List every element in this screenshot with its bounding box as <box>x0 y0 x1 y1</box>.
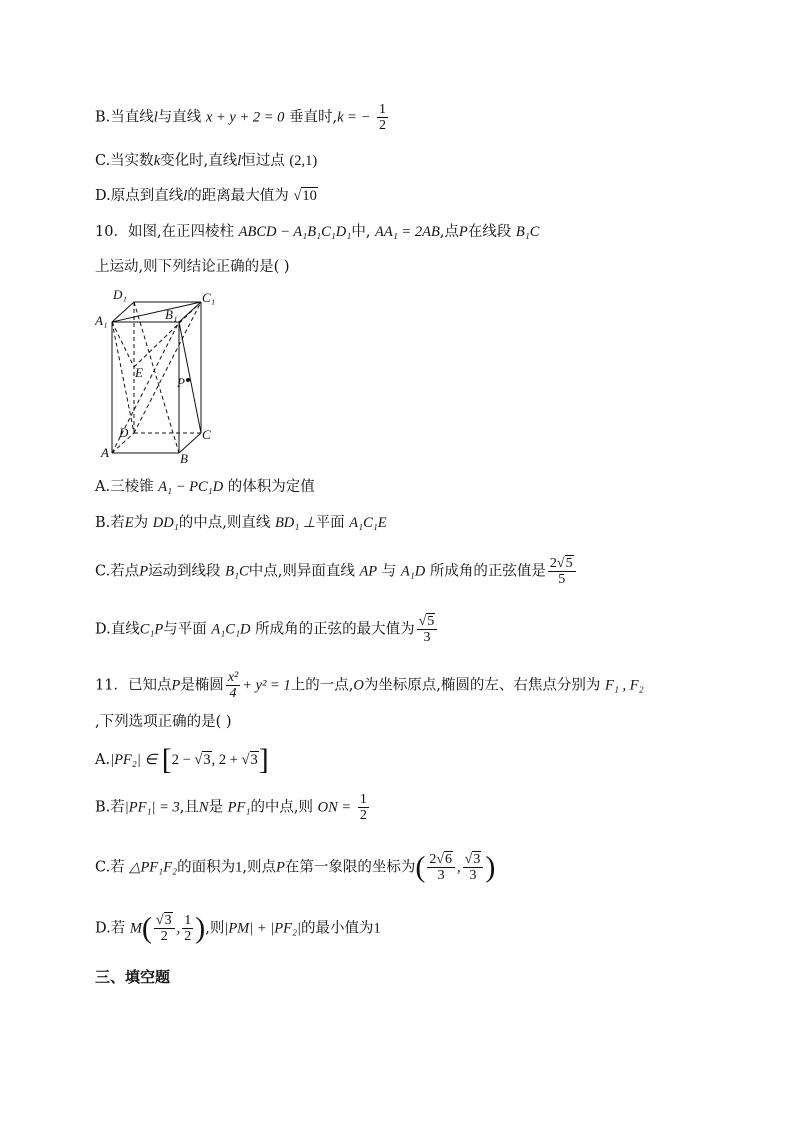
fraction: $\frac{1}{2}$ <box>184 913 192 944</box>
q10-option-d: D.直线C₁P与平面 A₁C₁D 所成角的正弦的最大值为 $\frac{√5}{3}$ <box>95 614 439 645</box>
segment-A1C1 <box>112 302 201 322</box>
fraction: $\frac{√5}{3}$ <box>417 614 438 645</box>
q11-option-c: C.若 △PF₁F₂的面积为1,则点P在第一象限的坐标为( $\frac{2√6}{3}$ , $\frac{√3}{3}$ ) <box>95 850 496 884</box>
q10-option-c: C.若点P运动到线段 B₁C中点,则异面直线 AP 与 A₁D 所成角的正弦值是 $\frac{2√5}{5}$ <box>95 556 578 587</box>
fraction: $\frac{√3}{3}$ <box>463 852 484 883</box>
segment-A1D <box>112 322 134 433</box>
fraction: $\frac{2√6}{3}$ <box>427 852 455 883</box>
q11-option-a: A.|PF₂| ∈ [2 − √3, 2 + √3] <box>95 743 269 776</box>
label-b1: B₁ <box>165 307 178 322</box>
point-p <box>186 378 190 382</box>
q11-stem-line2: ,下列选项正确的是( ) <box>95 714 232 730</box>
q10-option-b: B.若E为 DD₁的中点,则直线 BD₁ ⊥平面 A₁C₁E <box>95 515 387 531</box>
label-c: C <box>202 427 211 442</box>
q11-stem-line1: 11．已知点P是椭圆 $\frac{\text{x²}}{4}$ + y² = 1上的一点,O为坐标原点,椭圆的左、右焦点分别为 F₁ , F₂ <box>95 670 644 701</box>
prism-figure <box>95 285 225 465</box>
segment-A1E <box>112 322 134 367</box>
fraction: $\frac{1}{2}$ <box>378 102 386 133</box>
label-e: E <box>135 365 143 380</box>
fraction: $\frac{\text{x²}}{4}$ <box>227 670 239 701</box>
fraction: $\frac{√3}{2}$ <box>154 913 175 944</box>
label-b: B <box>180 451 188 465</box>
label-a1: A₁ <box>95 313 108 328</box>
edge-BC <box>179 433 201 453</box>
label-d1: D₁ <box>113 287 127 302</box>
edge-A1D1 <box>112 302 134 322</box>
q10-stem-line2: 上运动,则下列结论正确的是( ) <box>95 259 290 275</box>
q9-option-c: C.当实数k变化时,直线l恒过点 (2,1) <box>95 153 318 169</box>
q11-option-b: B.若|PF₁| = 3,且N是 PF₁的中点,则 ON = $\frac{1}{2}$ <box>95 792 367 823</box>
label-c1: C₁ <box>202 290 216 305</box>
label-d: D <box>119 425 129 440</box>
q10-option-a: A.三棱锥 A₁ − PC₁D 的体积为定值 <box>95 479 315 495</box>
fraction: $\frac{1}{2}$ <box>359 792 367 823</box>
fraction: $\frac{2√5}{5}$ <box>548 556 576 587</box>
section-heading: 三、填空题 <box>95 968 171 986</box>
label-p: P <box>177 375 185 390</box>
q11-option-d: D.若 M( $\frac{√3}{2}$ , $\frac{1}{2}$ ),则|PM| + |PF₂|的最小值为1 <box>95 911 381 945</box>
sqrt: √10 <box>293 188 317 204</box>
q9-option-d: D.原点到直线l的距离最大值为 √10 <box>95 188 317 204</box>
q10-stem-line1: 10．如图,在正四棱柱 ABCD − A₁B₁C₁D₁中, AA₁ = 2AB,点P在线段 B₁C <box>95 224 540 240</box>
q9-option-b: B.当直线l与直线 x + y + 2 = 0 垂直时,k = − $\frac{1}{2}$ <box>95 102 386 133</box>
label-a: A <box>101 445 109 460</box>
